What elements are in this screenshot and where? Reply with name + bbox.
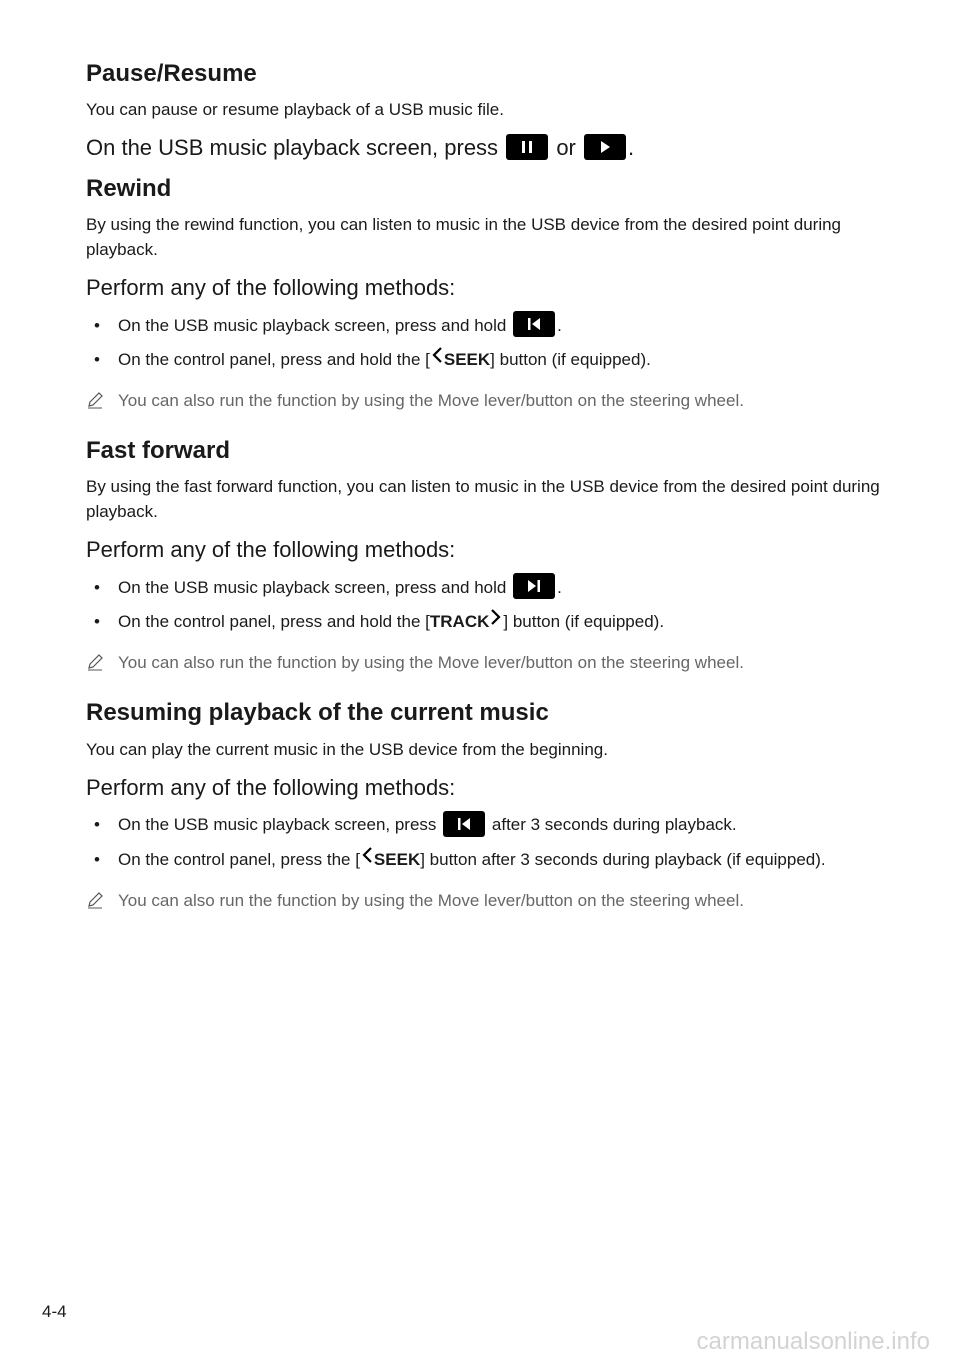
resuming-intro: You can play the current music in the USB device from the beginning. xyxy=(86,739,608,759)
item-text: On the control panel, press the [ xyxy=(118,849,360,869)
fast-forward-title: Fast forward xyxy=(86,437,231,465)
note-pencil-icon xyxy=(86,891,104,916)
chevron-left-icon xyxy=(430,345,444,372)
resuming-methods-list xyxy=(86,812,886,874)
fast-forward-intro: By using the fast forward function, you can listen to music in the USB device from the desired point during playback. xyxy=(86,477,880,522)
step-text: On the USB music playback screen, press xyxy=(86,135,499,161)
item-end: ] button (if equipped). xyxy=(490,350,651,370)
play-icon xyxy=(584,134,626,160)
resuming-methods-heading: Perform any of the following methods: xyxy=(86,774,456,800)
fast-forward-note xyxy=(86,650,886,675)
resuming-title: Resuming playback of the current music xyxy=(86,699,549,727)
pause-icon xyxy=(506,134,548,160)
item-text: On the control panel, press and hold the [ xyxy=(118,350,430,370)
pause-resume-title: Pause/Resume xyxy=(86,60,257,87)
note-text: You can also run the function by using the Move lever/button on the steering wheel. xyxy=(118,391,744,411)
chevron-right-icon xyxy=(489,607,503,634)
item-end: . xyxy=(557,315,562,335)
item-end: . xyxy=(557,577,562,597)
skip-next-icon xyxy=(513,573,555,599)
track-key-label: TRACK xyxy=(429,612,490,632)
note-text: You can also run the function by using the Move lever/button on the steering wheel. xyxy=(118,890,744,910)
seek-key-label: SEEK xyxy=(373,849,421,869)
item-end: ] button (if equipped). xyxy=(503,612,665,632)
item-end: ] button after 3 seconds during playback (if equipped). xyxy=(420,849,826,869)
list-item xyxy=(86,575,886,602)
list-item xyxy=(86,847,886,874)
rewind-methods-list xyxy=(86,313,886,375)
item-text: On the USB music playback screen, press xyxy=(118,815,437,835)
list-item xyxy=(86,347,886,374)
pause-resume-intro: You can pause or resume playback of a USB music file. xyxy=(86,100,504,120)
fast-forward-methods-list xyxy=(86,575,886,637)
skip-previous-icon xyxy=(513,311,555,337)
note-pencil-icon xyxy=(86,653,104,678)
note-text: You can also run the function by using the Move lever/button on the steering wheel. xyxy=(118,653,744,673)
note-pencil-icon xyxy=(86,391,104,416)
page-number: 4-4 xyxy=(42,1302,67,1321)
list-item xyxy=(86,812,886,839)
manual-page xyxy=(86,58,886,935)
resuming-note xyxy=(86,888,886,913)
rewind-note xyxy=(86,388,886,413)
item-text: On the control panel, press and hold the [ xyxy=(118,612,430,632)
pause-resume-step xyxy=(86,134,886,163)
rewind-intro: By using the rewind function, you can listen to music in the USB device from the desired point during playback. xyxy=(86,214,842,259)
seek-key-label: SEEK xyxy=(443,350,491,370)
list-item xyxy=(86,609,886,636)
step-end: . xyxy=(628,135,635,161)
step-or: or xyxy=(556,135,576,161)
fast-forward-methods-heading: Perform any of the following methods: xyxy=(86,537,456,563)
watermark: carmanualsonline.info xyxy=(696,1328,930,1355)
rewind-methods-heading: Perform any of the following methods: xyxy=(86,274,456,300)
chevron-left-icon xyxy=(360,845,374,872)
rewind-title: Rewind xyxy=(86,174,172,202)
skip-previous-icon xyxy=(443,811,485,837)
item-end: after 3 seconds during playback. xyxy=(491,815,737,835)
item-text: On the USB music playback screen, press and hold xyxy=(118,577,507,597)
item-text: On the USB music playback screen, press and hold xyxy=(118,315,507,335)
list-item xyxy=(86,313,886,340)
